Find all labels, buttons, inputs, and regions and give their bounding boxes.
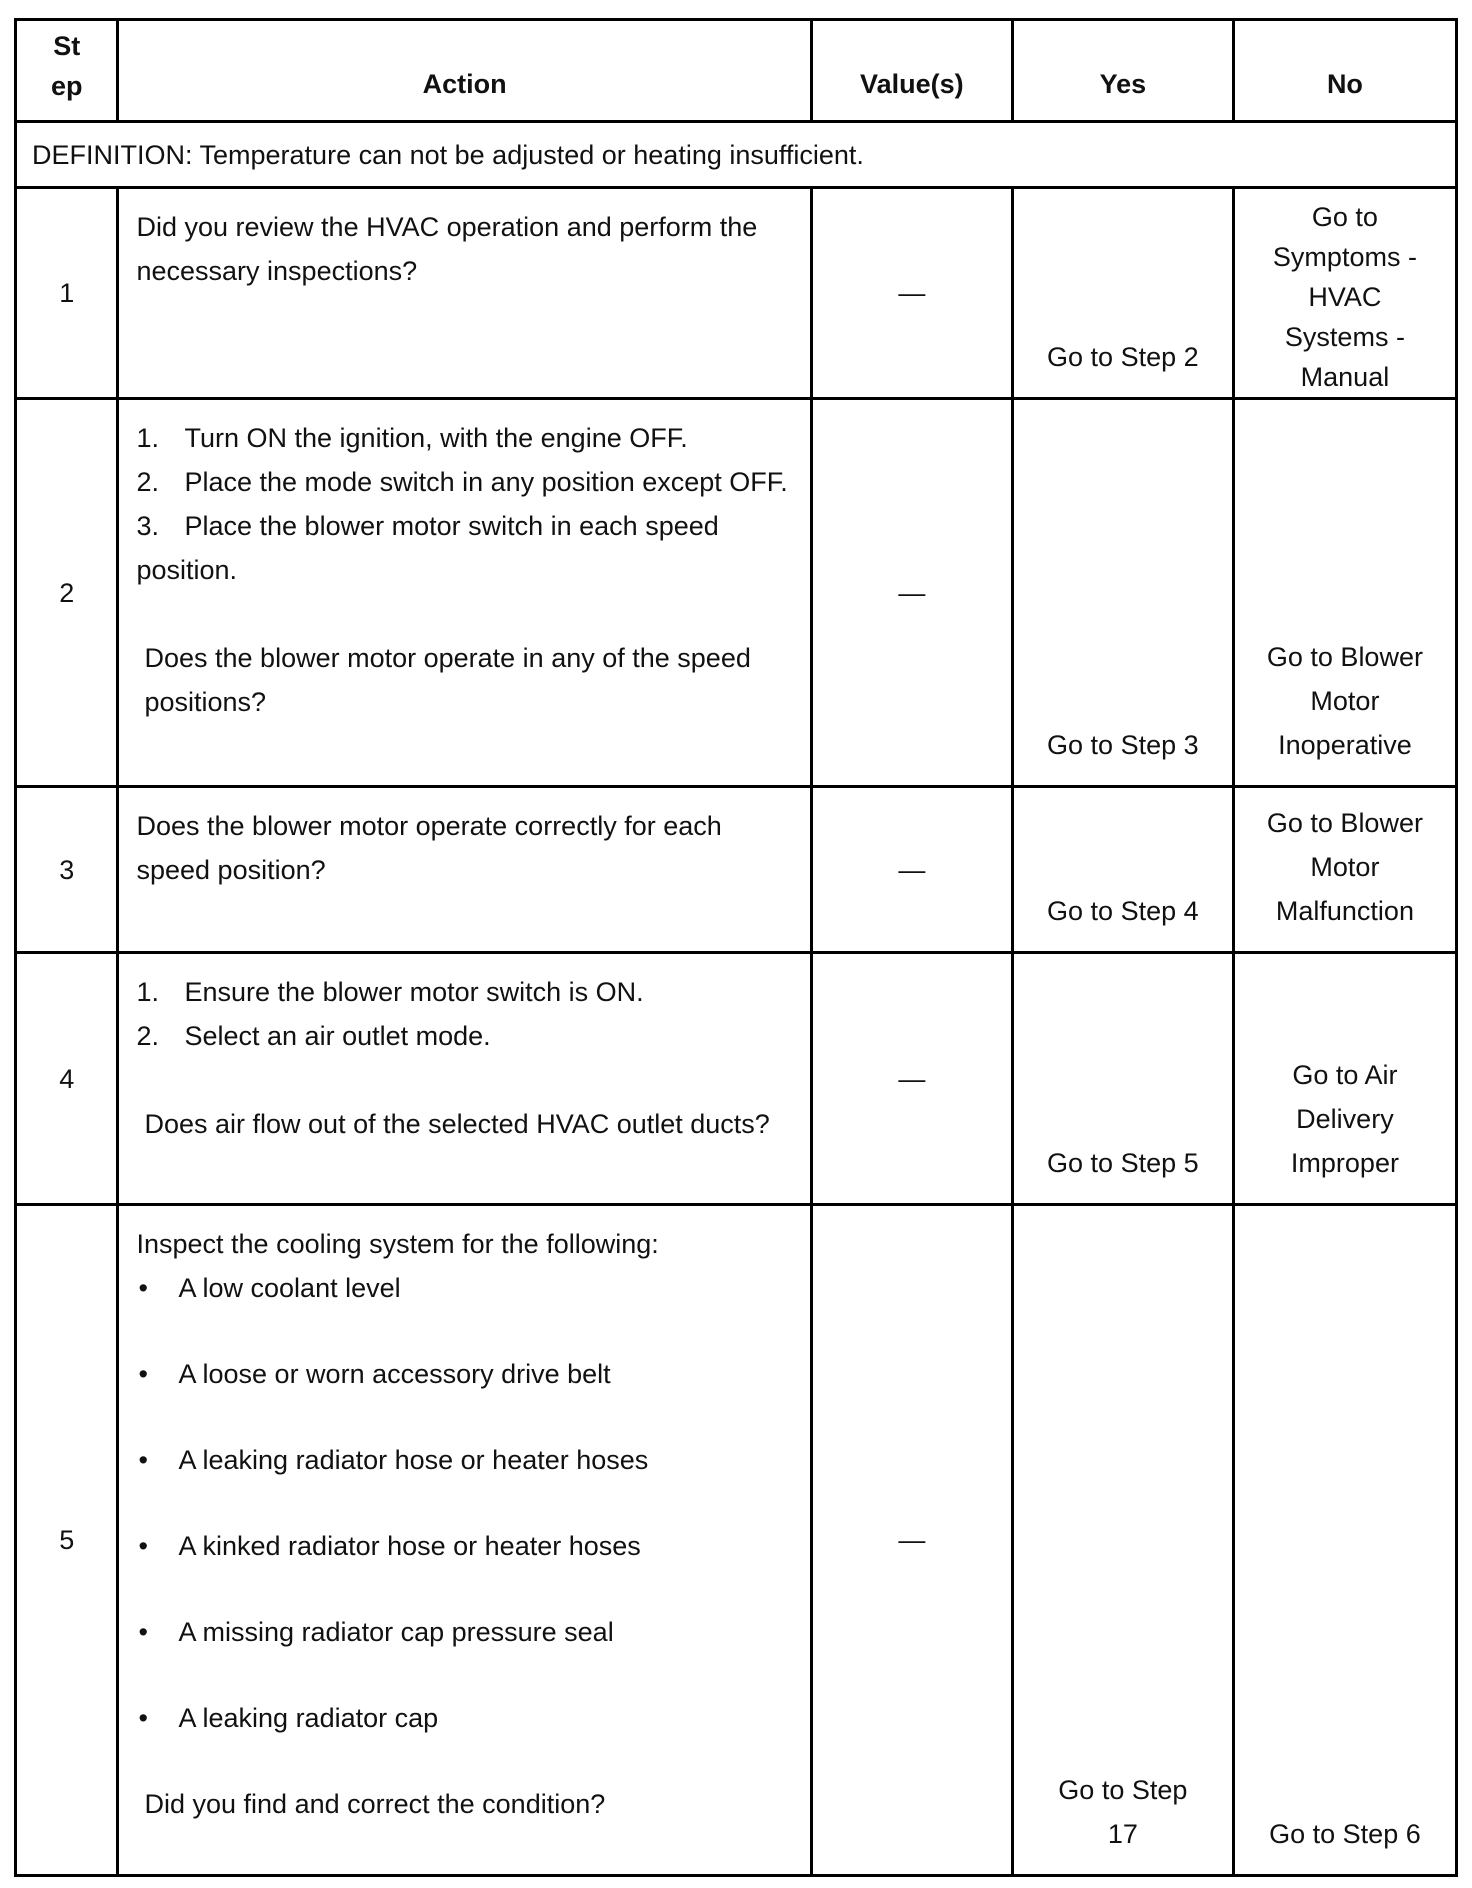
question-text: Did you find and correct the condition?: [144, 1789, 606, 1819]
action-cell: [118, 399, 811, 787]
step-number: 3: [16, 787, 118, 953]
list-item: • A loose or worn accessory drive belt: [138, 1359, 611, 1389]
header-no: No: [1233, 20, 1456, 122]
yes-cell: Go to Step 5: [1012, 953, 1233, 1205]
header-row: [16, 20, 1457, 122]
table-row: [16, 399, 1457, 787]
table-row: [16, 1205, 1457, 1876]
value-cell: —: [811, 399, 1012, 787]
list-item: • A leaking radiator hose or heater hoses: [138, 1445, 649, 1475]
no-line: Motor: [1310, 852, 1380, 882]
action-step: 1. Ensure the blower motor switch is ON.: [136, 977, 644, 1007]
table-row: [16, 953, 1457, 1205]
no-line: Motor: [1310, 686, 1380, 716]
value-cell: —: [811, 787, 1012, 953]
step-number: 1: [16, 188, 118, 399]
no-line: Systems -: [1284, 322, 1405, 352]
list-item: • A low coolant level: [138, 1273, 401, 1303]
no-line: Manual: [1300, 362, 1390, 392]
action-cell: [118, 787, 811, 953]
question-text: Does air flow out of the selected HVAC outlet ducts?: [144, 1109, 770, 1139]
no-line: Go to Blower: [1266, 808, 1423, 838]
action-step: 3. Place the blower motor switch in each speed position.: [136, 511, 719, 585]
action-cell: [118, 1205, 811, 1876]
no-cell: [1233, 787, 1456, 953]
header-step: [16, 20, 118, 122]
no-line: HVAC: [1308, 282, 1382, 312]
action-cell: [118, 188, 811, 399]
action-intro: Inspect the cooling system for the following:: [136, 1229, 659, 1259]
step-number: 4: [16, 953, 118, 1205]
table-row: [16, 787, 1457, 953]
action-text: Does the blower motor operate correctly for each speed position?: [136, 811, 722, 885]
no-cell: [1233, 188, 1456, 399]
header-yes: Yes: [1012, 20, 1233, 122]
no-line: Malfunction: [1275, 896, 1414, 926]
header-action: Action: [118, 20, 811, 122]
no-line: Go to Air: [1292, 1060, 1398, 1090]
diagnostic-table: [14, 18, 1458, 1877]
no-cell: [1233, 399, 1456, 787]
yes-cell: Go to Step 2: [1012, 188, 1233, 399]
yes-cell: [1012, 1205, 1233, 1876]
no-line: Delivery: [1296, 1104, 1394, 1134]
header-step-label: St ep: [50, 31, 83, 101]
step-number: 5: [16, 1205, 118, 1876]
action-cell: [118, 953, 811, 1205]
action-step: 2. Place the mode switch in any position except OFF.: [136, 467, 788, 497]
value-cell: —: [811, 188, 1012, 399]
step-number: 2: [16, 399, 118, 787]
yes-line: Go to Step: [1058, 1775, 1188, 1805]
no-cell: [1233, 953, 1456, 1205]
list-item: • A kinked radiator hose or heater hoses: [138, 1531, 641, 1561]
header-values: Value(s): [811, 20, 1012, 122]
definition-row: [16, 122, 1457, 188]
yes-cell: Go to Step 4: [1012, 787, 1233, 953]
action-step: 2. Select an air outlet mode.: [136, 1021, 491, 1051]
no-line: Inoperative: [1278, 730, 1412, 760]
action-text: Did you review the HVAC operation and perform the necessary inspections?: [136, 212, 758, 286]
no-line: Improper: [1290, 1148, 1399, 1178]
definition-text: DEFINITION: Temperature can not be adjusted or heating insufficient.: [16, 122, 1457, 188]
list-item: • A missing radiator cap pressure seal: [138, 1617, 614, 1647]
action-step: 1. Turn ON the ignition, with the engine OFF.: [136, 423, 688, 453]
value-cell: —: [811, 1205, 1012, 1876]
no-line: Go to: [1311, 202, 1378, 232]
no-cell: Go to Step 6: [1233, 1205, 1456, 1876]
list-item: • A leaking radiator cap: [138, 1703, 439, 1733]
no-line: Symptoms -: [1272, 242, 1417, 272]
yes-line: 17: [1107, 1819, 1138, 1849]
yes-cell: Go to Step 3: [1012, 399, 1233, 787]
no-line: Go to Blower: [1266, 642, 1423, 672]
table-row: [16, 188, 1457, 399]
value-cell: —: [811, 953, 1012, 1205]
question-text: Does the blower motor operate in any of the speed positions?: [144, 643, 751, 717]
